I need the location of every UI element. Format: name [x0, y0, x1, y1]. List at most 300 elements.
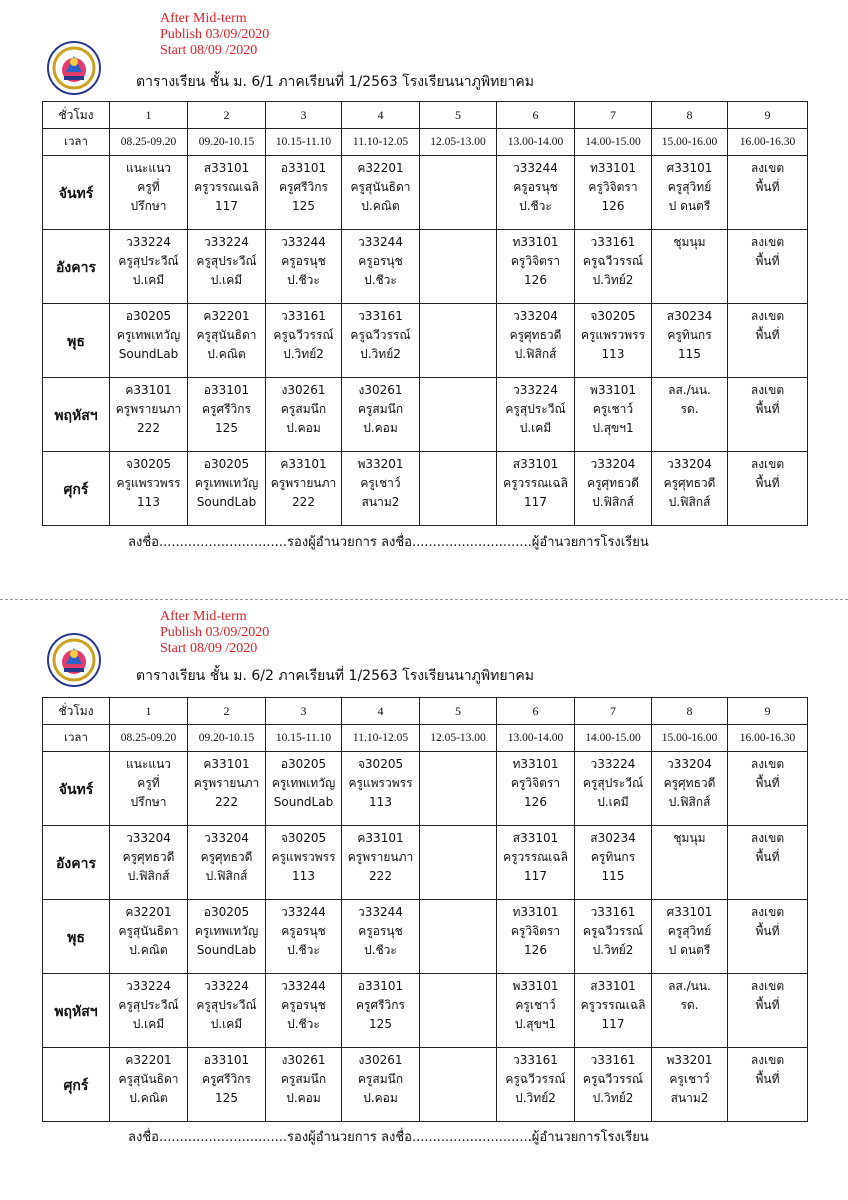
room-label: ป.คอม — [286, 1091, 321, 1105]
subject-code: ลส./นน. — [668, 383, 711, 397]
room-label: 113 — [369, 795, 392, 809]
class-cell — [110, 1048, 188, 1122]
teacher-name: ครูเทพเทวัญ — [116, 328, 181, 342]
subject-code: จ30205 — [357, 757, 404, 771]
teacher-name: ครูพรายนภา — [347, 850, 414, 864]
teacher-name: ครูเชาว์ — [592, 402, 634, 416]
day-row — [43, 900, 808, 974]
class-cell — [728, 378, 808, 452]
teacher-name: ครูพรายนภา — [270, 476, 337, 490]
day-name: อังคาร — [43, 826, 110, 900]
class-cell — [342, 304, 420, 378]
class-cell — [497, 1048, 575, 1122]
teacher-name: รด. — [680, 998, 699, 1012]
teacher-name: ครูศรีวิกร — [279, 180, 328, 194]
room-label: ป.ชีวะ — [287, 1017, 320, 1031]
teacher-name: ครูเทพเทวัญ — [194, 924, 259, 938]
period-label: ชั่วโมง — [43, 698, 110, 725]
teacher-name: ครูศรีวิกร — [202, 1072, 251, 1086]
subject-code: ว33161 — [590, 235, 636, 249]
teacher-name: ครูศุทธวดี — [509, 328, 562, 342]
subject-code: ว33161 — [590, 1053, 636, 1067]
room-label: ป.คอม — [286, 421, 321, 435]
class-cell — [497, 304, 575, 378]
room-label: 126 — [524, 273, 547, 287]
time-row — [43, 129, 808, 156]
class-cell — [342, 230, 420, 304]
day-row — [43, 452, 808, 526]
teacher-name: ครูสุนันธิดา — [118, 924, 179, 938]
teacher-name: ครูศุทธวดี — [587, 476, 639, 490]
teacher-name: ครูวรรณเฉลิ — [580, 998, 646, 1012]
time-slot: 09.20-10.15 — [188, 725, 266, 752]
subject-code: อ33101 — [203, 383, 250, 397]
teacher-name: ครูฉวีวรรณ์ — [582, 1072, 644, 1086]
subject-code: ลงเขต — [750, 383, 785, 397]
room-label: ป.ชีวะ — [287, 273, 320, 287]
subject-code: ส33101 — [512, 831, 559, 845]
teacher-name: ครูพรายนภา — [193, 776, 260, 790]
teacher-name: ครูวิจิตรา — [510, 776, 561, 790]
teacher-name: ครูทินกร — [667, 328, 712, 342]
teacher-name: พื้นที่ — [755, 850, 780, 864]
room-label: 222 — [369, 869, 392, 883]
class-cell — [266, 156, 342, 230]
room-label: 125 — [215, 1091, 238, 1105]
subject-code: ลงเขต — [750, 309, 785, 323]
subject-code: พ33101 — [512, 979, 559, 993]
subject-code: ลงเขต — [750, 235, 785, 249]
day-name: พฤหัสฯ — [43, 378, 110, 452]
subject-code: จ30205 — [590, 309, 636, 323]
class-cell — [266, 304, 342, 378]
subject-code: ง30261 — [358, 383, 403, 397]
subject-code: ค33101 — [203, 757, 250, 771]
class-cell — [728, 826, 808, 900]
time-label: เวลา — [43, 129, 110, 156]
teacher-name: ครูฉวีวรรณ์ — [582, 924, 644, 938]
subject-code: ว33204 — [667, 757, 712, 771]
room-label: ป.ฟิสิกส์ — [127, 869, 170, 883]
teacher-name: ครูฉวีวรรณ์ — [350, 328, 411, 342]
subject-code: อ33101 — [280, 161, 327, 175]
class-cell — [188, 974, 266, 1048]
class-cell — [497, 230, 575, 304]
day-row — [43, 1048, 808, 1122]
room-label: ป.คณิต — [129, 1091, 168, 1105]
room-label: 115 — [601, 869, 625, 883]
time-slot: 16.00-16.30 — [728, 725, 808, 752]
room-label: ป.เคมี — [210, 1017, 243, 1031]
room-label: 117 — [215, 199, 238, 213]
class-cell — [342, 826, 420, 900]
teacher-name: ครูอรนุช — [281, 998, 326, 1012]
time-slot: 15.00-16.00 — [652, 725, 728, 752]
subject-code: ส33101 — [590, 979, 636, 993]
teacher-name: ครูแพรวพรร — [116, 476, 181, 490]
subject-code: ง30261 — [281, 1053, 326, 1067]
time-slot: 08.25-09.20 — [110, 129, 188, 156]
school-logo-icon — [46, 40, 102, 96]
class-cell — [575, 452, 652, 526]
class-cell — [342, 752, 420, 826]
teacher-name: พื้นที่ — [755, 776, 780, 790]
subject-code: ว33204 — [590, 457, 636, 471]
subject-code: ว33224 — [204, 979, 249, 993]
empty-cell — [420, 230, 497, 304]
class-cell — [575, 826, 652, 900]
class-cell — [652, 156, 728, 230]
subject-code: ค32201 — [203, 309, 250, 323]
room-label: สนาม2 — [670, 1091, 709, 1105]
room-label: 222 — [292, 495, 315, 509]
teacher-name: ครูสุนันธิดา — [196, 328, 257, 342]
teacher-name: ครูเชาว์ — [515, 998, 556, 1012]
room-label: ป.ฟิสิกส์ — [205, 869, 248, 883]
class-cell — [188, 230, 266, 304]
period-number: 4 — [342, 102, 420, 129]
class-cell — [728, 1048, 808, 1122]
room-label: ป.วิทย์2 — [283, 347, 324, 361]
room-label: ป.คณิต — [207, 347, 246, 361]
subject-code: ลงเขต — [750, 757, 785, 771]
empty-cell — [420, 452, 497, 526]
teacher-name: พื้นที่ — [755, 476, 780, 490]
teacher-name: ครูอรนุช — [358, 254, 403, 268]
teacher-name: พื้นที่ — [755, 998, 780, 1012]
teacher-name: ครูสุนันธิดา — [118, 1072, 179, 1086]
after-midterm-note: After Mid-term — [160, 609, 247, 624]
class-cell — [497, 378, 575, 452]
class-cell — [342, 156, 420, 230]
class-cell — [575, 974, 652, 1048]
teacher-name: ครูอรนุช — [281, 254, 326, 268]
class-cell — [497, 826, 575, 900]
class-cell — [110, 378, 188, 452]
subject-code: อ33101 — [203, 1053, 250, 1067]
class-cell — [575, 230, 652, 304]
empty-cell — [420, 974, 497, 1048]
room-label: SoundLab — [118, 347, 179, 361]
room-label: ป.ฟิสิกส์ — [514, 347, 557, 361]
class-cell — [652, 304, 728, 378]
time-slot: 10.15-11.10 — [266, 129, 342, 156]
room-label: ป.คณิต — [129, 943, 168, 957]
period-number: 8 — [652, 698, 728, 725]
subject-code: ว33244 — [281, 905, 326, 919]
class-cell — [188, 900, 266, 974]
room-label: ป.ชีวะ — [519, 199, 552, 213]
teacher-name: ครูสมนึก — [357, 402, 404, 416]
room-label: ป.วิทย์2 — [592, 943, 634, 957]
subject-code: ค32201 — [125, 1053, 172, 1067]
subject-code: ว33204 — [126, 831, 171, 845]
signature-line: ลงชื่อ...............................รองผู้อำนวยการ ลงชื่อ.............................ผู้อำนวยการโรงเรียน — [128, 1130, 649, 1145]
teacher-name: ครูที่ — [137, 180, 160, 194]
empty-cell — [420, 900, 497, 974]
class-cell — [652, 974, 728, 1048]
teacher-name: พื้นที่ — [755, 180, 780, 194]
room-label: ป.เคมี — [132, 273, 165, 287]
empty-cell — [420, 826, 497, 900]
room-label: ป.เคมี — [519, 421, 552, 435]
subject-code: ว33244 — [358, 905, 403, 919]
period-number: 8 — [652, 102, 728, 129]
subject-code: ว33204 — [204, 831, 249, 845]
teacher-name: ครูศรีวิกร — [202, 402, 251, 416]
subject-code: ลงเขต — [750, 1053, 785, 1067]
teacher-name: ครูสมนึก — [280, 1072, 327, 1086]
period-number: 3 — [266, 698, 342, 725]
class-cell — [110, 752, 188, 826]
room-label: ป.เคมี — [597, 795, 629, 809]
room-label: 113 — [292, 869, 315, 883]
class-cell — [652, 752, 728, 826]
teacher-name: ครูอรนุช — [513, 180, 558, 194]
class-cell — [575, 900, 652, 974]
class-cell — [342, 378, 420, 452]
day-name: พุธ — [43, 900, 110, 974]
period-number: 5 — [420, 102, 497, 129]
teacher-name: ครูเชาว์ — [669, 1072, 710, 1086]
teacher-name: พื้นที่ — [755, 254, 780, 268]
subject-code: ท33101 — [589, 161, 637, 175]
teacher-name: ครูสุประวีณ์ — [118, 998, 179, 1012]
day-name: อังคาร — [43, 230, 110, 304]
start-date: Start 08/09 /2020 — [160, 641, 258, 656]
subject-code: อ30205 — [203, 905, 250, 919]
day-row — [43, 304, 808, 378]
room-label: 222 — [215, 795, 238, 809]
room-label: SoundLab — [196, 943, 257, 957]
class-cell — [110, 900, 188, 974]
day-name: จันทร์ — [43, 156, 110, 230]
start-date: Start 08/09 /2020 — [160, 43, 258, 58]
period-number: 5 — [420, 698, 497, 725]
subject-code: ว33224 — [513, 383, 558, 397]
subject-code: จ30205 — [280, 831, 327, 845]
subject-code: ค33101 — [357, 831, 404, 845]
class-cell — [188, 752, 266, 826]
period-number: 3 — [266, 102, 342, 129]
teacher-name: ครูสุประวีณ์ — [196, 254, 257, 268]
day-name: จันทร์ — [43, 752, 110, 826]
room-label: ป.วิทย์2 — [515, 1091, 556, 1105]
period-number: 7 — [575, 102, 652, 129]
class-cell — [652, 378, 728, 452]
room-label: สนาม2 — [361, 495, 400, 509]
class-cell — [110, 156, 188, 230]
subject-code: แนะแนว — [125, 161, 172, 175]
room-label: 117 — [524, 495, 547, 509]
period-row — [43, 102, 808, 129]
subject-code: ว33244 — [281, 979, 326, 993]
subject-code: ว33224 — [590, 757, 636, 771]
subject-code: ว33224 — [126, 979, 171, 993]
subject-code: ง30261 — [281, 383, 326, 397]
time-slot: 14.00-15.00 — [575, 725, 652, 752]
room-label: ป.สุขฯ1 — [592, 421, 634, 435]
day-row — [43, 974, 808, 1048]
time-label: เวลา — [43, 725, 110, 752]
class-cell — [266, 378, 342, 452]
teacher-name: ครูฉวีวรรณ์ — [273, 328, 334, 342]
timetable — [42, 697, 808, 1122]
publish-date: Publish 03/09/2020 — [160, 625, 270, 640]
class-cell — [728, 974, 808, 1048]
subject-code: ว33161 — [358, 309, 403, 323]
subject-code: แนะแนว — [125, 757, 172, 771]
teacher-name: ครูเทพเทวัญ — [271, 776, 336, 790]
teacher-name: พื้นที่ — [755, 1072, 780, 1086]
teacher-name: ครูสุนันธิดา — [350, 180, 411, 194]
teacher-name: ครูเชาว์ — [360, 476, 401, 490]
time-slot: 14.00-15.00 — [575, 129, 652, 156]
room-label: ป.ชีวะ — [364, 273, 397, 287]
class-cell — [575, 304, 652, 378]
day-row — [43, 230, 808, 304]
teacher-name: ครูสมนึก — [280, 402, 327, 416]
teacher-name: ครูวรรณเฉลิ — [503, 476, 568, 490]
teacher-name: ครูศุทธวดี — [200, 850, 253, 864]
room-label: ป.วิทย์2 — [592, 1091, 634, 1105]
room-label: ป.เคมี — [132, 1017, 165, 1031]
class-cell — [188, 304, 266, 378]
class-cell — [188, 1048, 266, 1122]
subject-code: ค32201 — [357, 161, 404, 175]
subject-code: ว33244 — [281, 235, 326, 249]
class-cell — [342, 900, 420, 974]
after-midterm-note: After Mid-term — [160, 11, 247, 26]
subject-code: ลงเขต — [750, 161, 785, 175]
teacher-name: ครูศุทธวดี — [663, 776, 716, 790]
teacher-name: ครูวิจิตรา — [588, 180, 638, 194]
room-label: 126 — [524, 943, 547, 957]
day-row — [43, 378, 808, 452]
subject-code: ว33244 — [358, 235, 403, 249]
room-label: 117 — [524, 869, 547, 883]
teacher-name: ครูสุวิทย์ — [667, 180, 712, 194]
subject-code: ค32201 — [125, 905, 172, 919]
empty-cell — [420, 156, 497, 230]
class-cell — [342, 1048, 420, 1122]
class-cell — [497, 752, 575, 826]
subject-code: ศ33101 — [666, 905, 713, 919]
class-cell — [266, 230, 342, 304]
teacher-name: ครูสุประวีณ์ — [582, 776, 644, 790]
class-cell — [575, 1048, 652, 1122]
subject-code: ชุมนุม — [673, 831, 706, 845]
period-number: 1 — [110, 102, 188, 129]
subject-code: ว33244 — [513, 161, 558, 175]
teacher-name: รด. — [680, 402, 699, 416]
subject-code: พ33101 — [589, 383, 637, 397]
teacher-name: ครูศรีวิกร — [356, 998, 405, 1012]
teacher-name: ครูฉวีวรรณ์ — [582, 254, 644, 268]
teacher-name: ครูสุประวีณ์ — [196, 998, 257, 1012]
subject-code: ส33101 — [203, 161, 250, 175]
room-label: ป.ชีวะ — [364, 943, 397, 957]
empty-cell — [420, 304, 497, 378]
teacher-name: ครูอรนุช — [281, 924, 326, 938]
class-cell — [652, 452, 728, 526]
subject-code: ว33161 — [590, 905, 636, 919]
subject-code: ว33161 — [281, 309, 326, 323]
header-notes — [160, 11, 269, 59]
period-number: 9 — [728, 698, 808, 725]
page-title: ตารางเรียน ชั้น ม. 6/2 ภาคเรียนที่ 1/2563 โรงเรียนนาภูพิทยาคม — [136, 668, 534, 684]
period-number: 9 — [728, 102, 808, 129]
room-label: SoundLab — [273, 795, 334, 809]
class-cell — [497, 156, 575, 230]
subject-code: ลงเขต — [750, 831, 785, 845]
class-cell — [266, 452, 342, 526]
class-cell — [188, 452, 266, 526]
time-slot: 11.10-12.05 — [342, 129, 420, 156]
class-cell — [110, 452, 188, 526]
page-divider — [0, 599, 848, 600]
teacher-name: ครูพรายนภา — [115, 402, 182, 416]
subject-code: ลงเขต — [750, 905, 785, 919]
subject-code: ลงเขต — [750, 457, 785, 471]
class-cell — [188, 826, 266, 900]
day-row — [43, 156, 808, 230]
class-cell — [728, 230, 808, 304]
subject-code: ลงเขต — [750, 979, 785, 993]
day-name: พฤหัสฯ — [43, 974, 110, 1048]
teacher-name: ครูศุทธวดี — [122, 850, 175, 864]
class-cell — [652, 826, 728, 900]
class-cell — [728, 900, 808, 974]
teacher-name: ครูเทพเทวัญ — [194, 476, 259, 490]
subject-code: ชุมนุม — [673, 235, 706, 249]
header-notes — [160, 609, 269, 657]
time-slot: 11.10-12.05 — [342, 725, 420, 752]
subject-code: อ30205 — [280, 757, 327, 771]
period-row — [43, 698, 808, 725]
teacher-name: ครูทินกร — [590, 850, 636, 864]
room-label: 125 — [215, 421, 238, 435]
room-label: ป.ฟิสิกส์ — [668, 495, 711, 509]
teacher-name: พื้นที่ — [755, 402, 780, 416]
teacher-name: ครูศุทธวดี — [663, 476, 716, 490]
day-row — [43, 752, 808, 826]
time-slot: 15.00-16.00 — [652, 129, 728, 156]
period-number: 4 — [342, 698, 420, 725]
room-label: 113 — [601, 347, 625, 361]
class-cell — [266, 752, 342, 826]
empty-cell — [420, 378, 497, 452]
subject-code: ว33224 — [126, 235, 171, 249]
period-number: 2 — [188, 698, 266, 725]
time-slot: 13.00-14.00 — [497, 725, 575, 752]
class-cell — [266, 974, 342, 1048]
teacher-name: ครูวรรณเฉลิ — [194, 180, 259, 194]
day-name: ศุกร์ — [43, 1048, 110, 1122]
subject-code: ค33101 — [125, 383, 172, 397]
teacher-name: ครูวิจิตรา — [510, 254, 561, 268]
class-cell — [497, 452, 575, 526]
day-rows — [43, 156, 808, 526]
class-cell — [728, 752, 808, 826]
time-slot: 12.05-13.00 — [420, 129, 497, 156]
subject-code: ศ33101 — [666, 161, 713, 175]
teacher-name: พื้นที่ — [755, 924, 780, 938]
room-label: ป.วิทย์2 — [592, 273, 634, 287]
class-cell — [342, 974, 420, 1048]
class-cell — [728, 452, 808, 526]
subject-code: อ30205 — [203, 457, 250, 471]
